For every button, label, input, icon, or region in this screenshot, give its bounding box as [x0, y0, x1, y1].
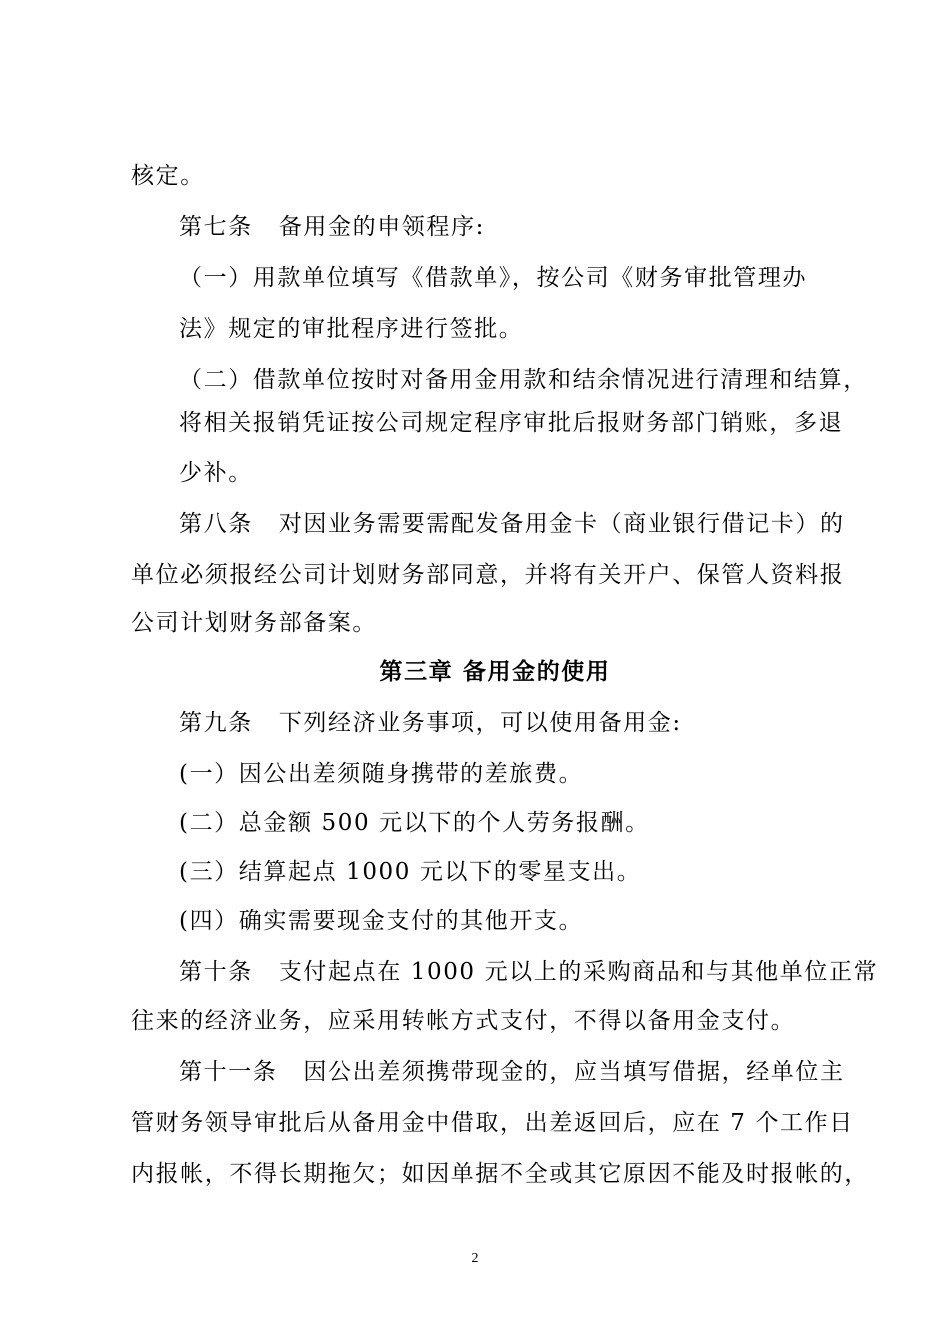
text-line: （一）用款单位填写《借款单》，按公司《财务审批管理办 [179, 265, 808, 291]
list-item: (四）确实需要现金支付的其他开支。 [179, 908, 584, 934]
list-item: (三）结算起点 1000 元以下的零星支出。 [179, 859, 642, 885]
text-line: 法》规定的审批程序进行签批。 [179, 316, 524, 342]
text-line: 核定。 [131, 163, 205, 189]
text-line: 公司计划财务部备案。 [131, 610, 377, 636]
page-number: 2 [471, 1251, 479, 1266]
text-line: 往来的经济业务，应采用转帐方式支付，不得以备用金支付。 [131, 1008, 796, 1034]
list-item: (二）总金额 500 元以下的个人劳务报酬。 [179, 810, 650, 836]
article-label: 第九条 [179, 710, 253, 736]
text-line: （二）借款单位按时对备用金用款和结余情况进行清理和结算， [179, 367, 868, 393]
article-7-heading: 第七条 备用金的申领程序: [179, 214, 485, 240]
chapter-title: 第三章 备用金的使用 [379, 658, 611, 685]
article-label: 第十一条 [179, 1059, 278, 1085]
article-9-heading: 第九条 下列经济业务事项，可以使用备用金: [179, 710, 682, 736]
article-label: 第七条 [179, 214, 253, 240]
article-8-heading: 第八条 对因业务需要需配发备用金卡（商业银行借记卡）的 [179, 511, 845, 537]
list-item: (一）因公出差须随身携带的差旅费。 [179, 761, 584, 787]
article-11-heading: 第十一条 因公出差须携带现金的，应当填写借据，经单位主 [179, 1059, 845, 1085]
article-10-heading: 第十条 支付起点在 1000 元以上的采购商品和与其他单位正常 [179, 959, 879, 985]
text-line: 少补。 [179, 460, 253, 486]
article-label: 第十条 [179, 959, 253, 985]
article-label: 第八条 [179, 511, 253, 537]
text-line: 管财务领导审批后从备用金中借取，出差返回后，应在 7 个工作日 [131, 1110, 854, 1136]
text-line: 内报帐，不得长期拖欠；如因单据不全或其它原因不能及时报帐的， [131, 1161, 869, 1187]
text-line: 将相关报销凭证按公司规定程序审批后报财务部门销账，多退 [179, 410, 844, 436]
text-line: 单位必须报经公司计划财务部同意，并将有关开户、保管人资料报 [131, 562, 845, 588]
